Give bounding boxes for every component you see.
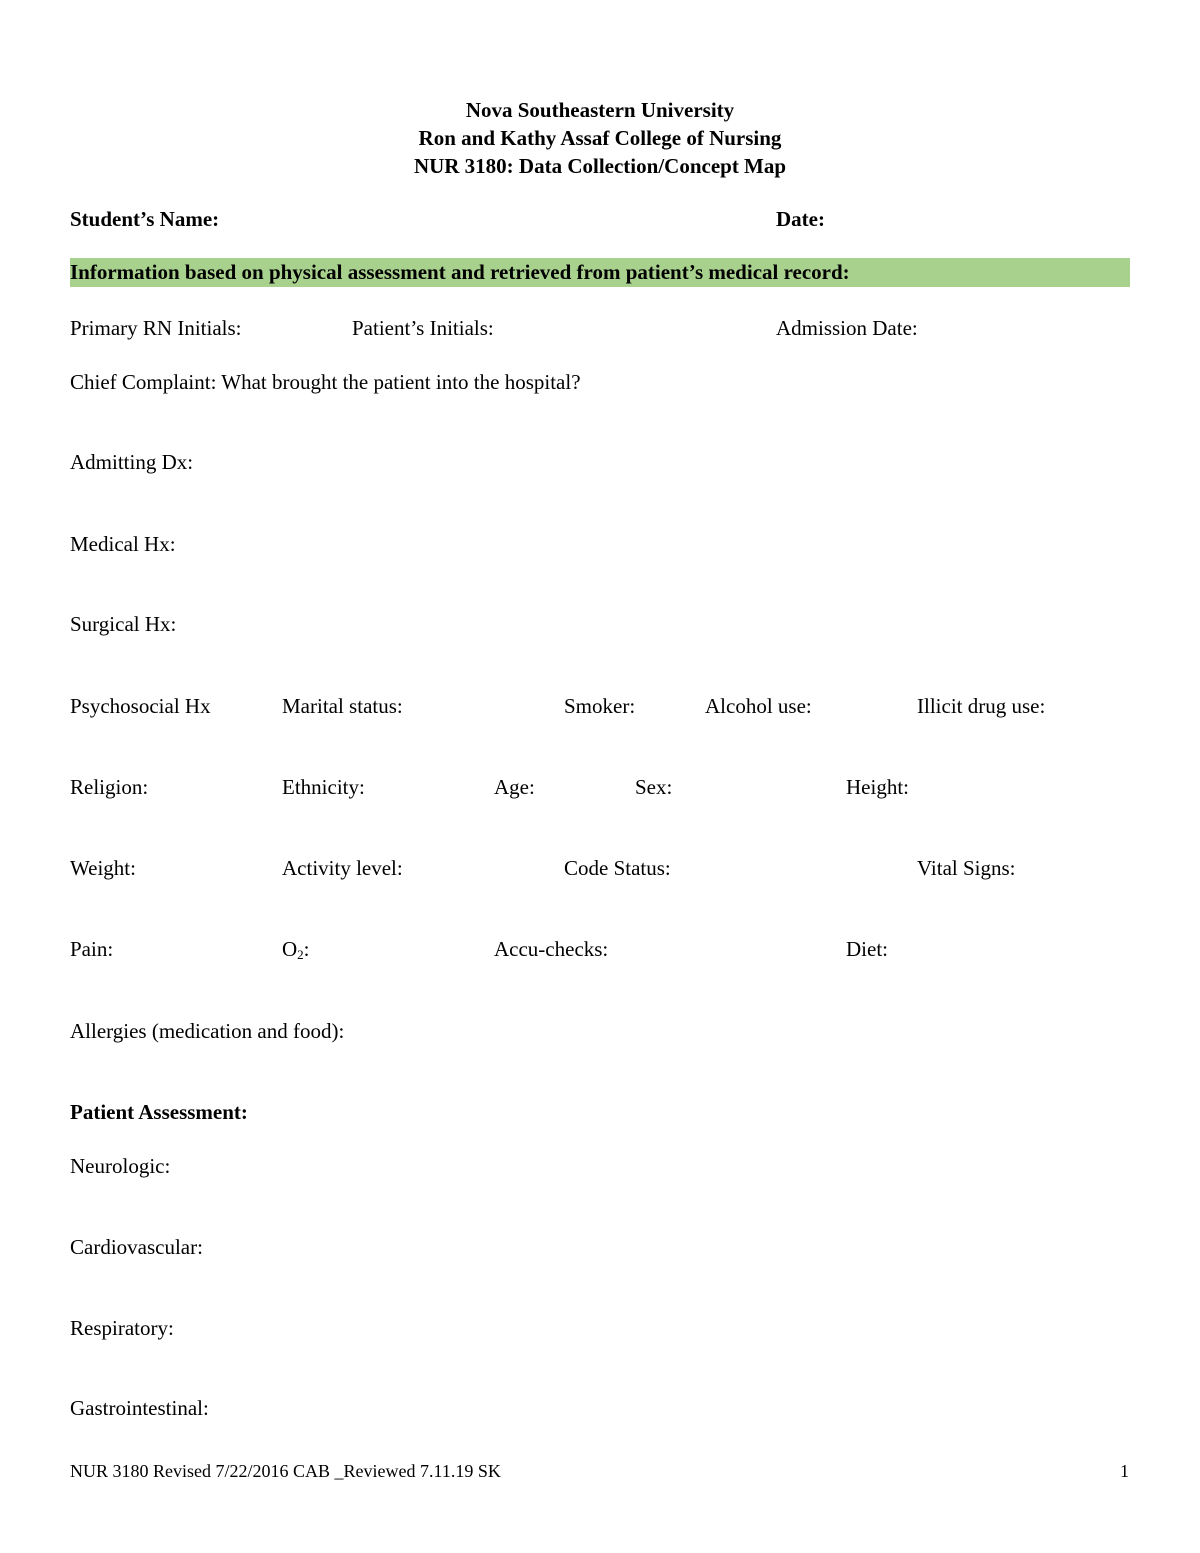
university-title: Nova Southeastern University	[465, 98, 735, 122]
accu-checks-label: Accu-checks:	[494, 937, 609, 961]
admitting-dx-label: Admitting Dx:	[70, 450, 194, 474]
admission-date-label: Admission Date:	[776, 316, 918, 340]
marital-status-label: Marital status:	[282, 694, 403, 718]
footer-revision-note: NUR 3180 Revised 7/22/2016 CAB _Reviewed 7.11.19 SK	[70, 1461, 501, 1481]
section-banner-text: Information based on physical assessment and retrieved from patient’s medical record:	[70, 260, 850, 284]
oxygen-label-main: O	[282, 937, 298, 961]
college-title: Ron and Kathy Assaf College of Nursing	[418, 126, 782, 150]
activity-level-label: Activity level:	[282, 856, 403, 880]
diet-label: Diet:	[846, 937, 888, 961]
cardiovascular-label: Cardiovascular:	[70, 1235, 203, 1259]
allergies-label: Allergies (medication and food):	[70, 1019, 345, 1043]
vital-signs-label: Vital Signs:	[917, 856, 1016, 880]
surgical-hx-label: Surgical Hx:	[70, 612, 177, 636]
psychosocial-hx-label: Psychosocial Hx	[70, 694, 211, 718]
date-label: Date:	[776, 207, 825, 231]
code-status-label: Code Status:	[564, 856, 671, 880]
oxygen-label-subscript: 2	[297, 947, 304, 962]
pain-label: Pain:	[70, 937, 114, 961]
course-title: NUR 3180: Data Collection/Concept Map	[413, 154, 787, 178]
gastrointestinal-label: Gastrointestinal:	[70, 1396, 209, 1420]
patient-initials-label: Patient’s Initials:	[352, 316, 494, 340]
chief-complaint-label: Chief Complaint: What brought the patient into the hospital?	[70, 370, 581, 394]
illicit-drug-use-label: Illicit drug use:	[917, 694, 1046, 718]
sex-label: Sex:	[635, 775, 673, 799]
ethnicity-label: Ethnicity:	[282, 775, 365, 799]
medical-hx-label: Medical Hx:	[70, 532, 176, 556]
oxygen-label-colon: :	[303, 937, 310, 961]
page-number: 1	[1120, 1461, 1129, 1481]
neurologic-label: Neurologic:	[70, 1154, 171, 1178]
student-name-label: Student’s Name:	[70, 207, 220, 231]
smoker-label: Smoker:	[564, 694, 636, 718]
height-label: Height:	[846, 775, 909, 799]
patient-assessment-heading: Patient Assessment:	[70, 1100, 248, 1124]
religion-label: Religion:	[70, 775, 149, 799]
respiratory-label: Respiratory:	[70, 1316, 174, 1340]
age-label: Age:	[494, 775, 535, 799]
primary-rn-initials-label: Primary RN Initials:	[70, 316, 242, 340]
weight-label: Weight:	[70, 856, 136, 880]
oxygen-label	[282, 939, 310, 961]
alcohol-use-label: Alcohol use:	[705, 694, 812, 718]
